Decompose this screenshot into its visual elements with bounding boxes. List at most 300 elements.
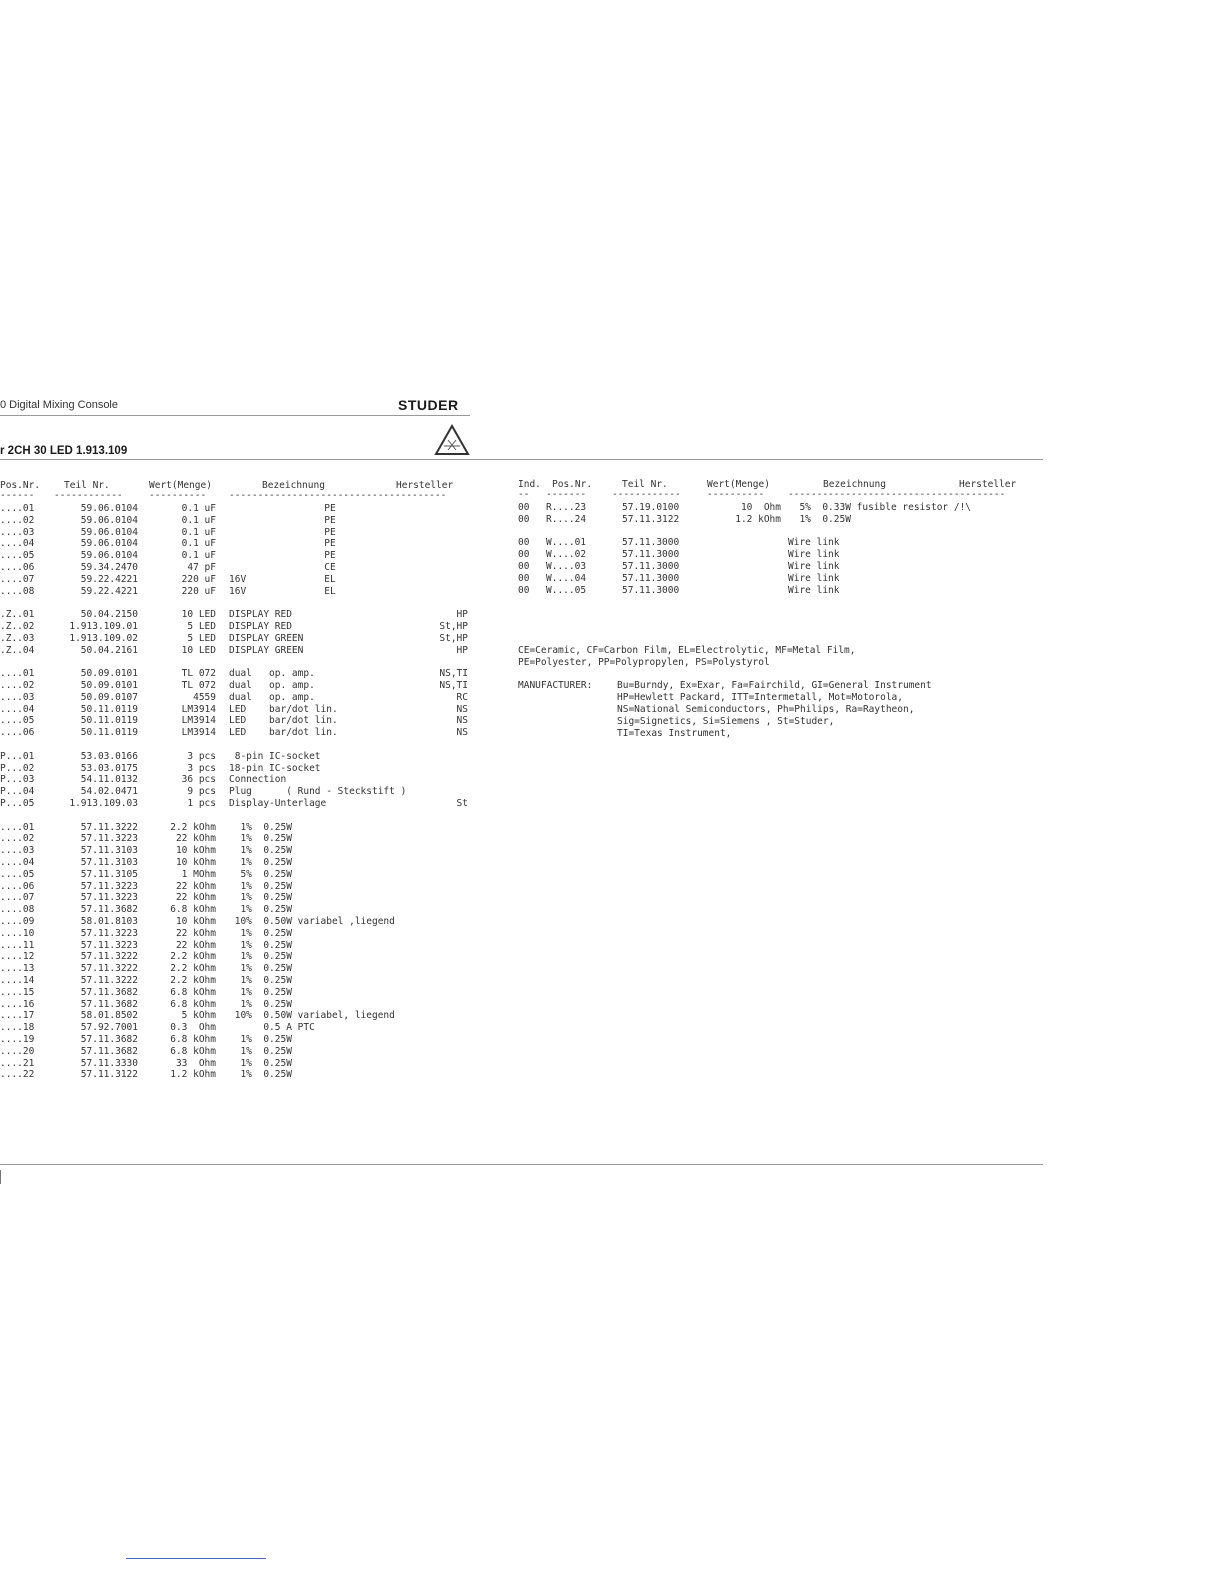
table-cell: 57.11.3000 <box>622 549 680 561</box>
table-cell: 6.8 kOhm <box>170 1034 216 1045</box>
table-cell: PE <box>324 526 336 538</box>
table-cell: ....16 <box>0 998 35 1010</box>
table-cell: ....19 <box>0 1034 35 1045</box>
table-row <box>0 680 470 692</box>
table-cell: DISPLAY RED <box>229 621 292 632</box>
table-cell: 50.09.0101 <box>80 680 138 691</box>
table-cell: ....10 <box>0 927 35 939</box>
table-row <box>0 904 470 916</box>
right-table-underline: -- ------- ------------ ---------- -------------------------------------- <box>518 489 1006 500</box>
table-cell: 5 kOhm <box>181 1010 216 1022</box>
table-row <box>0 550 470 562</box>
table-cell: TL 072 <box>181 680 216 691</box>
table-cell: dual op. amp. <box>229 680 315 691</box>
table-row <box>0 916 470 928</box>
table-cell: 50.04.2150 <box>80 609 138 621</box>
table-cell: Connection <box>229 774 287 786</box>
table-cell: P...04 <box>0 786 35 798</box>
table-row <box>0 999 470 1011</box>
footer-divider <box>0 1164 1043 1165</box>
table-cell: ....01 <box>0 668 35 680</box>
col-pos: Pos.Nr. <box>552 479 593 490</box>
table-cell: 0.5 A PTC <box>229 1022 315 1034</box>
table-cell: 1% 0.25W <box>229 1045 292 1057</box>
table-cell: NS <box>456 727 468 739</box>
table-cell: 2.2 kOhm <box>170 951 216 963</box>
table-cell: ....20 <box>0 1045 35 1057</box>
table-cell: 36 pcs <box>181 774 216 786</box>
table-cell: dual op. amp. <box>229 668 315 680</box>
table-cell: 59.06.0104 <box>80 526 138 538</box>
table-row <box>0 574 470 586</box>
table-cell: ....18 <box>0 1022 35 1034</box>
table-cell: 00 <box>518 561 530 572</box>
table-row <box>0 538 470 550</box>
table-cell: 57.11.3223 <box>80 892 138 904</box>
table-cell: 53.03.0175 <box>80 762 138 774</box>
table-cell: ....17 <box>0 1010 35 1022</box>
table-cell: 10 kOhm <box>175 916 216 927</box>
table-cell: 57.11.3223 <box>80 833 138 845</box>
col-teil: Teil Nr. <box>64 480 110 491</box>
table-cell: NS,TI <box>439 680 468 691</box>
table-row <box>0 751 470 763</box>
table-cell: 2.2 kOhm <box>170 975 216 986</box>
table-cell: 59.06.0104 <box>80 538 138 550</box>
table-cell: 10 kOhm <box>175 857 216 868</box>
table-cell: ....03 <box>0 691 35 703</box>
table-cell: 5% 0.25W <box>229 868 292 880</box>
table-row <box>0 562 470 574</box>
table-row <box>0 881 470 893</box>
table-cell: ....01 <box>0 503 35 514</box>
table-cell: 59.06.0104 <box>80 514 138 526</box>
table-cell: NS <box>456 715 468 727</box>
table-cell: ....11 <box>0 939 35 951</box>
table-cell: Wire link <box>788 561 840 572</box>
table-cell: 57.11.3223 <box>80 880 138 892</box>
table-cell: 22 kOhm <box>175 939 216 951</box>
table-row <box>0 869 470 881</box>
table-cell: .Z..01 <box>0 609 35 621</box>
table-cell: 57.11.3222 <box>80 975 138 986</box>
table-cell: 00 <box>518 537 530 549</box>
table-cell: 1 pcs <box>187 798 216 809</box>
table-row <box>0 1022 470 1034</box>
table-row <box>518 537 1038 549</box>
table-cell: 57.11.3105 <box>80 868 138 880</box>
table-cell: 1% 0.25W <box>229 880 292 892</box>
table-cell: 22 kOhm <box>175 880 216 892</box>
table-cell: 57.11.3682 <box>80 904 138 916</box>
col-wert: Wert(Menge) <box>707 479 770 490</box>
table-row <box>0 845 470 857</box>
table-cell: 1% 0.25W <box>788 513 851 525</box>
table-cell: 6.8 kOhm <box>170 998 216 1010</box>
table-cell: ....07 <box>0 573 35 585</box>
document-title: 0 Digital Mixing Console <box>0 399 118 411</box>
table-cell: Plug ( Rund - Steckstift ) <box>229 786 407 798</box>
table-cell: ....04 <box>0 703 35 715</box>
table-cell: 57.11.3330 <box>80 1057 138 1069</box>
table-cell: 5 LED <box>187 621 216 632</box>
table-cell: LM3914 <box>181 703 216 715</box>
table-cell: ....08 <box>0 585 35 597</box>
table-cell: Wire link <box>788 549 840 561</box>
material-legend-1: CE=Ceramic, CF=Carbon Film, EL=Electrolytic, MF=Metal Film, <box>518 645 856 656</box>
table-row <box>0 798 470 810</box>
table-cell: 50.09.0107 <box>80 691 138 703</box>
table-row <box>0 609 470 621</box>
table-cell: ....21 <box>0 1057 35 1069</box>
table-cell: 6.8 kOhm <box>170 986 216 998</box>
table-cell: 57.11.3222 <box>80 963 138 975</box>
table-cell: 53.03.0166 <box>80 750 138 762</box>
material-legend-2: PE=Polyester, PP=Polypropylen, PS=Polystyrol <box>518 657 770 668</box>
table-row <box>0 975 470 987</box>
table-cell: ....02 <box>0 680 35 691</box>
table-cell: 57.11.3222 <box>80 821 138 833</box>
table-row <box>0 940 470 952</box>
col-ind: Ind. <box>518 479 541 490</box>
brand-logo: STUDER <box>398 397 459 413</box>
table-row <box>0 1046 470 1058</box>
table-row <box>0 857 470 869</box>
table-cell: 33 Ohm <box>175 1057 216 1069</box>
table-cell: ....15 <box>0 986 35 998</box>
table-row <box>0 692 470 704</box>
table-cell: 57.11.3682 <box>80 1034 138 1045</box>
table-cell: NS,TI <box>439 668 468 680</box>
table-cell: P...01 <box>0 750 35 762</box>
table-row <box>0 822 470 834</box>
table-cell: 58.01.8103 <box>80 916 138 927</box>
table-row <box>518 502 1038 514</box>
table-cell: 57.92.7001 <box>80 1022 138 1034</box>
table-cell: 57.11.3103 <box>80 857 138 868</box>
table-cell: 1% 0.25W <box>229 1034 292 1045</box>
table-cell: RC <box>456 691 468 703</box>
table-cell: 0.1 uF <box>181 526 216 538</box>
table-cell: 57.11.3222 <box>80 951 138 963</box>
left-table-underline: ------ ------------ ---------- -------------------------------------- <box>0 490 447 501</box>
col-teil: Teil Nr. <box>622 479 668 490</box>
table-cell: 0.1 uF <box>181 550 216 562</box>
table-cell: .Z..04 <box>0 644 35 656</box>
table-cell: 10 LED <box>181 644 216 656</box>
table-cell: R....23 <box>546 502 587 513</box>
table-cell: P...03 <box>0 774 35 786</box>
table-row <box>0 1010 470 1022</box>
manufacturer-label: MANUFACTURER: <box>518 680 593 691</box>
table-row <box>0 715 470 727</box>
table-row <box>0 527 470 539</box>
table-cell: ....06 <box>0 880 35 892</box>
table-cell: ....05 <box>0 715 35 727</box>
warning-triangle-icon <box>434 424 470 456</box>
table-cell: ....13 <box>0 963 35 975</box>
table-row <box>518 573 1038 585</box>
table-cell: PE <box>324 503 336 514</box>
table-cell: Wire link <box>788 572 840 584</box>
table-row <box>518 585 1038 597</box>
table-row <box>518 549 1038 561</box>
table-cell: 57.11.3000 <box>622 584 680 596</box>
table-cell: 50.11.0119 <box>80 727 138 739</box>
table-cell: ....01 <box>0 821 35 833</box>
table-cell: 22 kOhm <box>175 833 216 845</box>
table-cell: 220 uF <box>181 573 216 585</box>
table-cell: 59.22.4221 <box>80 573 138 585</box>
table-cell: 8-pin IC-socket <box>229 750 321 762</box>
table-cell: 3 pcs <box>187 762 216 774</box>
table-cell: CE <box>324 562 336 573</box>
table-cell: 1% 0.25W <box>229 963 292 975</box>
table-cell: 57.11.3223 <box>80 939 138 951</box>
table-cell: 57.11.3103 <box>80 845 138 857</box>
table-cell: P...05 <box>0 798 35 809</box>
table-cell: 0.1 uF <box>181 538 216 550</box>
table-cell: PE <box>324 550 336 562</box>
manufacturer-line-1: Bu=Burndy, Ex=Exar, Fa=Fairchild, GI=General Instrument <box>617 680 932 691</box>
table-cell: 5% 0.33W fusible resistor /!\ <box>788 502 972 513</box>
table-cell: ....03 <box>0 526 35 538</box>
table-cell: Display-Unterlage <box>229 798 327 809</box>
table-row <box>0 503 470 515</box>
table-row <box>0 586 470 598</box>
table-row <box>518 514 1038 526</box>
table-cell: 57.11.3122 <box>622 513 680 525</box>
table-cell: Wire link <box>788 584 840 596</box>
table-cell: 10 kOhm <box>175 845 216 857</box>
table-cell: 50.11.0119 <box>80 703 138 715</box>
table-row <box>0 987 470 999</box>
table-cell: 1% 0.25W <box>229 998 292 1010</box>
table-cell: 220 uF <box>181 585 216 597</box>
table-cell: LM3914 <box>181 727 216 739</box>
table-cell: LED bar/dot lin. <box>229 703 338 715</box>
table-cell: ....22 <box>0 1069 35 1081</box>
table-cell: 59.06.0104 <box>80 503 138 514</box>
table-cell: 1% 0.25W <box>229 986 292 998</box>
table-cell: 00 <box>518 572 530 584</box>
table-cell: 1% 0.25W <box>229 951 292 963</box>
table-cell: ....05 <box>0 550 35 562</box>
table-cell: 1% 0.25W <box>229 821 292 833</box>
table-cell: ....12 <box>0 951 35 963</box>
table-cell: 57.11.3122 <box>80 1069 138 1081</box>
table-cell: 58.01.8502 <box>80 1010 138 1022</box>
table-cell: ....07 <box>0 892 35 904</box>
section-title: r 2CH 30 LED 1.913.109 <box>0 445 128 457</box>
col-bez: Bezeichnung <box>262 480 325 491</box>
table-cell: W....01 <box>546 537 587 549</box>
table-cell: 16V <box>229 573 247 585</box>
table-row <box>0 704 470 716</box>
table-cell: 16V <box>229 585 247 597</box>
table-cell: 50.09.0101 <box>80 668 138 680</box>
table-row <box>0 1058 470 1070</box>
table-cell: .Z..02 <box>0 621 35 632</box>
table-cell: 0.3 Ohm <box>170 1022 216 1034</box>
table-row <box>0 892 470 904</box>
table-row <box>0 833 470 845</box>
table-cell: 1% 0.25W <box>229 975 292 986</box>
table-cell: 0.1 uF <box>181 503 216 514</box>
table-cell: 57.11.3000 <box>622 572 680 584</box>
table-row <box>0 597 470 609</box>
table-cell: ....09 <box>0 916 35 927</box>
table-cell: PE <box>324 538 336 550</box>
table-cell: 54.11.0132 <box>80 774 138 786</box>
table-row <box>0 656 470 668</box>
table-cell: 18-pin IC-socket <box>229 762 321 774</box>
table-cell: 1% 0.25W <box>229 892 292 904</box>
table-cell: W....04 <box>546 572 587 584</box>
table-cell: R....24 <box>546 513 587 525</box>
table-cell: ....02 <box>0 833 35 845</box>
table-cell: 0.1 uF <box>181 514 216 526</box>
table-cell: 10% 0.50W variabel, liegend <box>229 1010 395 1022</box>
table-cell: 2.2 kOhm <box>170 963 216 975</box>
table-cell: 10% 0.50W variabel ,liegend <box>229 916 395 927</box>
table-row <box>0 810 470 822</box>
table-row <box>0 1069 470 1081</box>
table-cell: 1% 0.25W <box>229 833 292 845</box>
table-cell: ....03 <box>0 845 35 857</box>
table-cell: 1.913.109.01 <box>69 621 138 632</box>
table-cell: HP <box>456 644 468 656</box>
table-cell: 22 kOhm <box>175 927 216 939</box>
table-cell: HP <box>456 609 468 621</box>
table-row <box>0 515 470 527</box>
table-cell: 00 <box>518 502 530 513</box>
table-cell: W....02 <box>546 549 587 561</box>
table-cell: 47 pF <box>187 562 216 573</box>
table-cell: 57.11.3682 <box>80 986 138 998</box>
table-cell: DISPLAY GREEN <box>229 644 304 656</box>
table-row <box>0 963 470 975</box>
table-cell: TL 072 <box>181 668 216 680</box>
table-row <box>0 1034 470 1046</box>
table-cell: Wire link <box>788 537 840 549</box>
table-cell: 5 LED <box>187 632 216 644</box>
table-cell: 57.11.3000 <box>622 561 680 572</box>
col-hersteller: Hersteller <box>959 479 1017 490</box>
table-cell: ....05 <box>0 868 35 880</box>
table-row <box>0 645 470 657</box>
table-row <box>0 633 470 645</box>
header-divider <box>0 415 470 416</box>
table-row <box>0 763 470 775</box>
table-cell: 3 pcs <box>187 750 216 762</box>
table-cell: 1% 0.25W <box>229 845 292 857</box>
col-pos: Pos.Nr. <box>0 480 41 491</box>
table-cell: ....08 <box>0 904 35 916</box>
manufacturer-line-2: HP=Hewlett Packard, ITT=Intermetall, Mot=Motorola, <box>617 692 903 703</box>
table-cell: PE <box>324 514 336 526</box>
table-cell: .Z..03 <box>0 632 35 644</box>
table-cell: 00 <box>518 513 530 525</box>
table-cell: ....14 <box>0 975 35 986</box>
table-cell: ....02 <box>0 514 35 526</box>
table-cell: 22 kOhm <box>175 892 216 904</box>
table-cell: St <box>456 798 468 809</box>
table-cell: 00 <box>518 584 530 596</box>
table-cell: ....06 <box>0 727 35 739</box>
footer-link-line <box>126 1558 266 1559</box>
table-cell: 10 Ohm <box>740 502 781 513</box>
table-row <box>518 526 1038 538</box>
table-cell: 1% 0.25W <box>229 857 292 868</box>
table-cell: 57.11.3682 <box>80 1045 138 1057</box>
table-cell: W....05 <box>546 584 587 596</box>
table-cell: 1.913.109.02 <box>69 632 138 644</box>
manufacturer-line-5: TI=Texas Instrument, <box>617 728 732 739</box>
table-row <box>0 621 470 633</box>
table-cell: 6.8 kOhm <box>170 1045 216 1057</box>
table-cell: 57.11.3223 <box>80 927 138 939</box>
table-cell: DISPLAY RED <box>229 609 292 621</box>
table-cell: 2.2 kOhm <box>170 821 216 833</box>
table-cell: W....03 <box>546 561 587 572</box>
table-cell: ....04 <box>0 857 35 868</box>
table-cell: ....04 <box>0 538 35 550</box>
table-row <box>0 928 470 940</box>
table-cell: 54.02.0471 <box>80 786 138 798</box>
table-cell: 9 pcs <box>187 786 216 798</box>
table-cell: 50.04.2161 <box>80 644 138 656</box>
table-cell: 59.22.4221 <box>80 585 138 597</box>
table-cell: 59.34.2470 <box>80 562 138 573</box>
table-cell: ....06 <box>0 562 35 573</box>
table-cell: 1% 0.25W <box>229 939 292 951</box>
table-cell: LED bar/dot lin. <box>229 715 338 727</box>
footer-mark <box>0 1170 1 1184</box>
table-cell: 00 <box>518 549 530 561</box>
table-cell: EL <box>324 585 336 597</box>
table-top-divider <box>0 459 1043 460</box>
table-cell: 1 MOhm <box>181 868 216 880</box>
table-cell: 57.11.3682 <box>80 998 138 1010</box>
table-row <box>0 786 470 798</box>
table-cell: St,HP <box>439 632 468 644</box>
table-cell: 10 LED <box>181 609 216 621</box>
table-cell: 50.11.0119 <box>80 715 138 727</box>
table-row <box>0 774 470 786</box>
table-cell: LM3914 <box>181 715 216 727</box>
table-cell: 1% 0.25W <box>229 927 292 939</box>
table-cell: DISPLAY GREEN <box>229 632 304 644</box>
table-cell: 1.913.109.03 <box>69 798 138 809</box>
table-cell: 4559 <box>193 691 216 703</box>
manufacturer-line-3: NS=National Semiconductors, Ph=Philips, Ra=Raytheon, <box>617 704 915 715</box>
col-hersteller: Hersteller <box>396 480 454 491</box>
col-wert: Wert(Menge) <box>149 480 212 491</box>
table-cell: 57.19.0100 <box>622 502 680 513</box>
table-cell: 1% 0.25W <box>229 904 292 916</box>
table-row <box>0 951 470 963</box>
table-cell: 1% 0.25W <box>229 1069 292 1081</box>
table-row <box>0 727 470 739</box>
table-cell: dual op. amp. <box>229 691 315 703</box>
table-row <box>0 739 470 751</box>
table-cell: P...02 <box>0 762 35 774</box>
table-cell: LED bar/dot lin. <box>229 727 338 739</box>
table-cell: 6.8 kOhm <box>170 904 216 916</box>
table-cell: 59.06.0104 <box>80 550 138 562</box>
table-cell: NS <box>456 703 468 715</box>
